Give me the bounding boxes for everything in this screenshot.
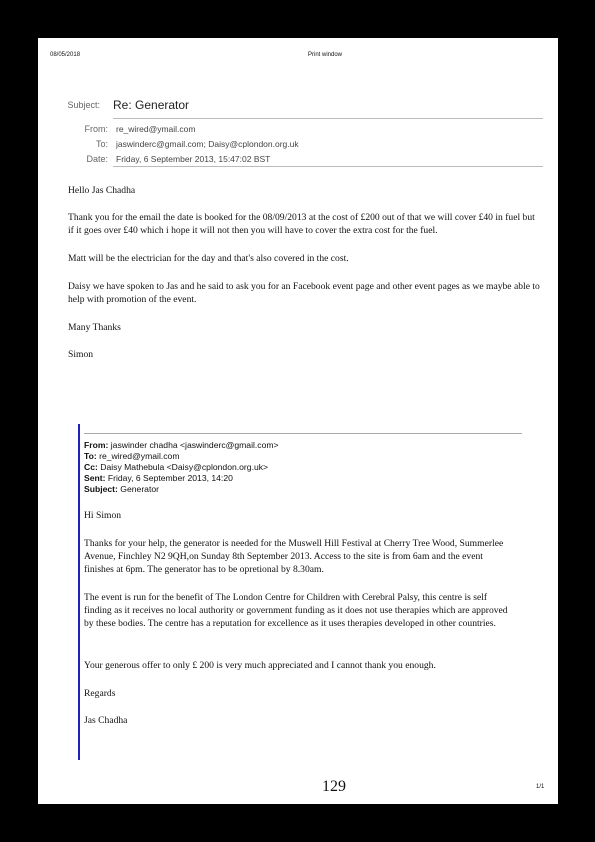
to-label: To: [95,139,108,149]
email-subject: Re: Generator [113,98,190,112]
quoted-paragraph: Your generous offer to only £ 200 is very much appreciated and I cannot thank you enough. [84,660,436,671]
print-date: 08/05/2018 [50,52,81,58]
page-count: 1/1 [536,784,545,790]
header-divider [113,118,543,119]
email-from: re_wired@ymail.com [116,124,196,134]
quoted-signature: Jas Chadha [84,715,128,726]
email-to: jaswinderc@gmail.com; Daisy@cplondon.org.uk [116,139,299,149]
signature: Simon [68,349,94,360]
quoted-to: re_wired@ymail.com [99,451,180,461]
body-paragraph: Matt will be the electrician for the day and that's also covered in the cost. [68,253,349,264]
meta-divider [113,166,543,167]
quoted-subject-label: Subject: [84,484,118,494]
date-label: Date: [86,154,108,164]
quoted-from-label: From: [84,440,109,450]
print-title: Print window [308,52,343,58]
quoted-header [84,440,279,495]
quoted-to-label: To: [84,451,97,461]
print-page [38,38,558,804]
quoted-paragraph: The event is run for the benefit of The London Centre for Children with Cerebral Palsy, this centre is self finding as it receives no local authority or government funding as it does not use therapies which are approved by these bodies. The centre has a reputation for excellence as it uses therapies developed in other countries. [84,592,508,629]
quoted-subject: Generator [120,484,159,494]
quoted-from: jaswinder chadha <jaswinderc@gmail.com> [110,440,279,450]
quote-divider [84,433,522,434]
body-paragraph: Thank you for the email the date is booked for the 08/09/2013 at the cost of £200 out of that we will cover £40 in fuel but if it goes over £40 which i hope it will not then you will have to cover the extra cost for the fuel. [68,212,535,236]
quoted-cc-label: Cc: [84,462,98,472]
email-date: Friday, 6 September 2013, 15:47:02 BST [116,154,271,164]
quoted-paragraph: Regards [84,688,116,699]
quote-bar [78,424,80,760]
quoted-cc: Daisy Mathebula <Daisy@cplondon.org.uk> [100,462,269,472]
quoted-paragraph: Hi Simon [84,510,122,521]
body-paragraph: Daisy we have spoken to Jas and he said to ask you for an Facebook event page and other event pages as we maybe able to help with promotion of the event. [68,281,540,305]
email-body [68,184,540,197]
body-paragraph: Hello Jas Chadha [68,185,136,196]
from-label: From: [84,124,108,134]
quoted-sent-label: Sent: [84,473,106,483]
page-number: 129 [322,778,346,795]
quoted-sent: Friday, 6 September 2013, 14:20 [107,473,233,483]
quoted-paragraph: Thanks for your help, the generator is needed for the Muswell Hill Festival at Cherry Tree Wood, Summerlee Avenue, Finchley N2 9QH,on Sunday 8th September 2013. Access to the site is from 6am and the event finishes at 6pm. The generator has to be opretional by 8.30am. [84,538,504,575]
subject-label: Subject: [67,100,100,110]
body-paragraph: Many Thanks [68,322,121,333]
